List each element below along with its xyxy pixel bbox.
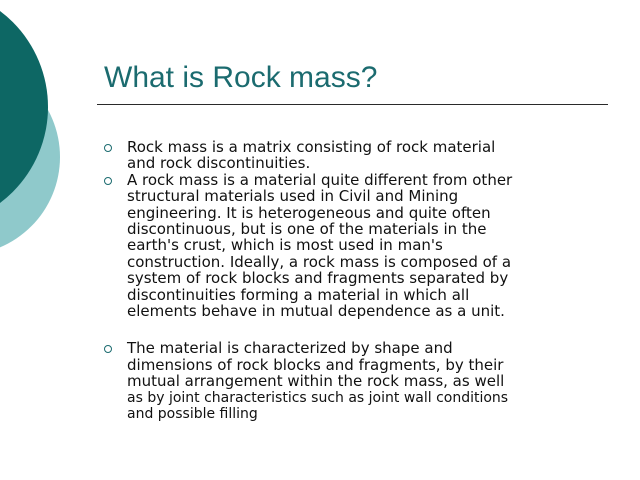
slide-decoration — [0, 0, 90, 260]
bullet-text-line: system of rock blocks and fragments separated by — [127, 269, 509, 288]
bullet-text-line: structural materials used in Civil and Mining — [127, 187, 459, 206]
bullet-text-line: Rock mass is a matrix consisting of rock material — [127, 138, 496, 156]
bullet-item — [103, 172, 613, 320]
bullet-text-line: earth's crust, which is most used in man's — [127, 236, 443, 255]
bullet-circle-icon — [104, 144, 112, 152]
bullet-text-line: discontinuous, but is one of the materials in the — [127, 220, 487, 239]
bullet-circle-icon — [104, 177, 112, 185]
bullet-text-line: dimensions of rock blocks and fragments, by their — [127, 355, 504, 374]
bullet-item — [103, 340, 613, 422]
bullet-text-line: engineering. It is heterogeneous and quite often — [127, 203, 491, 222]
bullet-circle-icon — [104, 345, 112, 353]
title-divider — [97, 104, 608, 105]
bullet-text-line: as by joint characteristics such as joint wall conditions — [127, 389, 509, 406]
bullet-item — [103, 139, 613, 172]
bullet-text-line: discontinuities forming a material in which all — [127, 285, 470, 304]
bullet-text-line: A rock mass is a material quite different from other — [127, 170, 513, 189]
bullet-text-line: mutual arrangement within the rock mass, as well — [127, 372, 505, 391]
bullet-text-line: The material is characterized by shape and — [127, 339, 453, 358]
bullet-text-line: construction. Ideally, a rock mass is composed of a — [127, 252, 512, 271]
bullet-text-line: and rock discontinuities. — [127, 154, 311, 173]
slide-title: What is Rock mass? — [104, 61, 378, 94]
bullet-text-line: elements behave in mutual dependence as a unit. — [127, 302, 505, 321]
bullet-text-line: and possible filling — [127, 406, 258, 423]
bullet-list — [103, 139, 613, 423]
